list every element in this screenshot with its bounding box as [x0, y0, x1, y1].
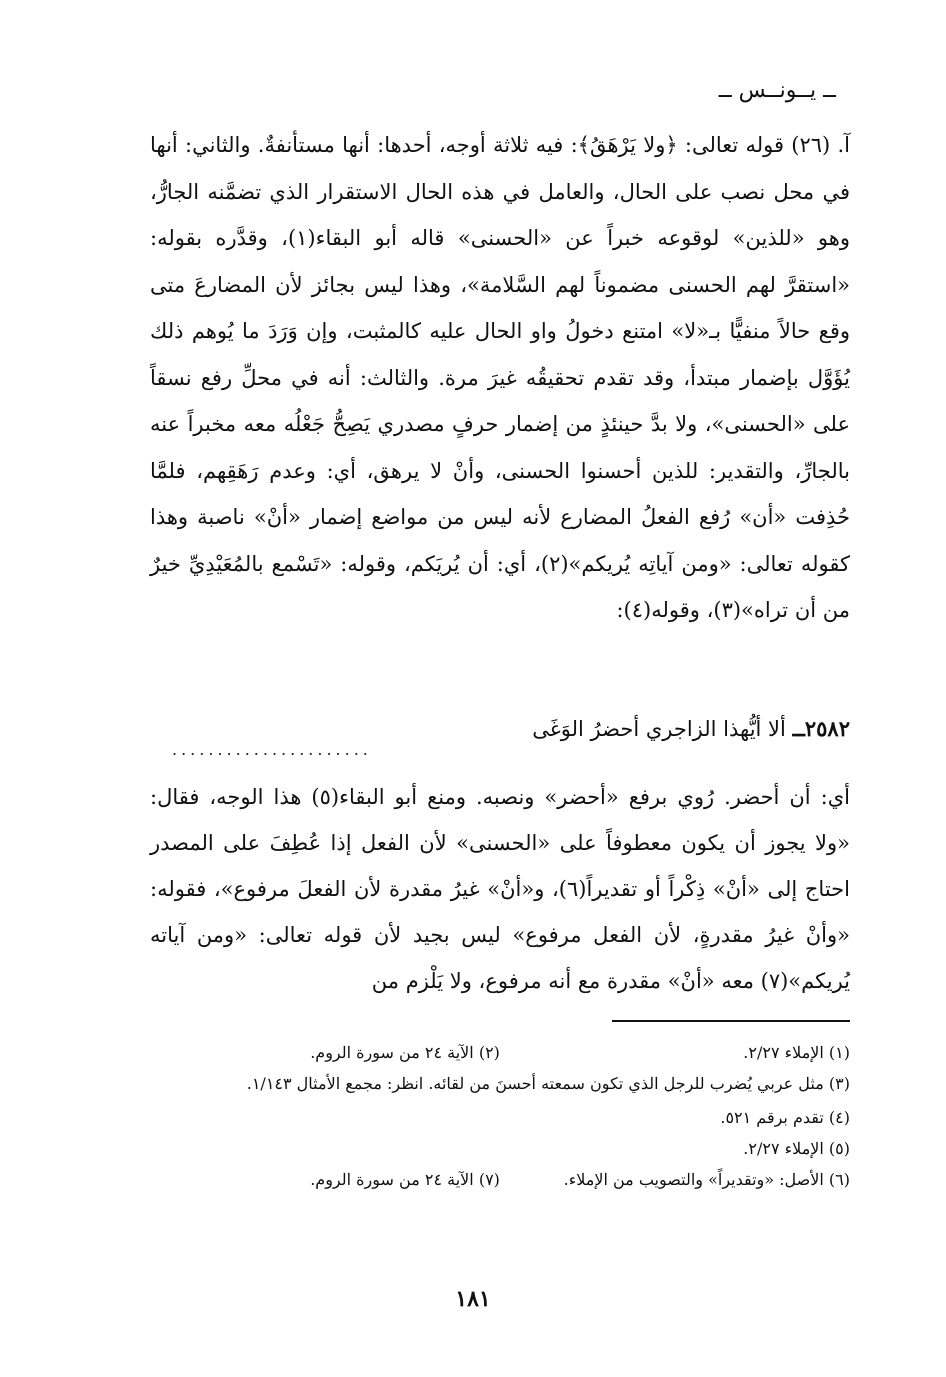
footnote-row-1-2 [150, 1037, 850, 1068]
footnote-divider [612, 1020, 850, 1022]
second-paragraph [150, 774, 850, 1004]
poetry-verse [150, 710, 850, 770]
footnote-3 [150, 1068, 850, 1102]
running-title: ــ يــونــس ــ [718, 78, 836, 103]
footnote-4 [150, 1102, 850, 1133]
footnote-2: (٢) الآية ٢٤ من سورة الروم. [310, 1043, 500, 1062]
footnotes [150, 1037, 850, 1195]
main-paragraph [150, 122, 850, 634]
verse-second-hemistich-dots: ...................... [172, 740, 372, 759]
footnote-1: (١) الإملاء ٢/٢٧. [743, 1043, 850, 1062]
footnote-5-text: (٥) الإملاء ٢/٢٧. [743, 1139, 850, 1158]
verse-number: ٢٥٨٢ــ [792, 716, 850, 741]
footnote-row-6-7 [150, 1164, 850, 1195]
footnote-3-text: (٣) مثل عربي يُضرب للرجل الذي تكون سمعته أحسنَ من لقائه. انظر: مجمع الأمثال ١/١٤٣. [246, 1074, 850, 1093]
verse-line [532, 716, 850, 741]
page-number: ١٨١ [455, 1286, 491, 1312]
footnote-5 [150, 1133, 850, 1164]
second-paragraph-text: أي: أن أحضر. رُوي برفع «أحضر» ونصبه. ومنع أبو البقاء(٥) هذا الوجه، فقال: «ولا يجوز أن يكون معطوفاً على «الحسنى» لأن الفعل إذا عُطِفَ على المصدر احتاج إلى «أنْ» ذِكْراً أو تقديراً(٦)، و«أنْ» غيرُ مقدرة لأن الفعلَ مرفوع»، فقوله: «وأنْ غيرُ مقدرةٍ، لأن الفعل مرفوع» ليس بجيد لأن قوله تعالى: «ومن آياته يُريكم»(٧) معه «أنْ» مقدرة مع أنه مرفوع، ولا يَلْزم من [150, 785, 850, 993]
footnote-6: (٦) الأصل: «وتقديراً» والتصويب من الإملاء. [563, 1170, 850, 1189]
running-header [0, 78, 946, 108]
main-paragraph-text: آ. (٢٦) قوله تعالى: ﴿ولا يَرْهَقُ﴾: فيه ثلاثة أوجه، أحدها: أنها مستأنفةٌ. والثاني: أنها في محل نصب على الحال، والعامل في هذه الحال الاستقرار الذي تضمَّنه الجارُّ، وهو «للذين» لوقوعه خبراً عن «الحسنى» قاله أبو البقاء(١)، وقدَّره بقوله: «استقرَّ لهم الحسنى مضموناً لهم السَّلامة»، وهذا ليس بجائز لأن المضارعَ متى وقع حالاً منفيًّا بـ«لا» امتنع دخولُ واو الحال عليه كالمثبت، وإن وَرَدَ ما يُوهم ذلك يُؤَوَّل بإضمار مبتدأ، وقد تقدم تحقيقُه غيرَ مرة. والثالث: أنه في محلِّ رفع نسقاً على «الحسنى»، ولا بدَّ حينئذٍ من إضمار حرفٍ مصدري يَصِحُّ جَعْلُه معه مخبراً عنه بالجارِّ، والتقدير: للذين أحسنوا الحسنى، وأنْ لا يرهق، أي: وعدم رَهَقِهم، فلمَّا حُذِفت «أن» رُفع الفعلُ المضارع لأنه ليس من مواضع إضمار «أنْ» ناصبة وهذا كقوله تعالى: «ومن آياتِه يُريكم»(٢)، أي: أن يُريَكم، وقوله: «تَسْمع بالمُعَيْدِيِّ خيرٌ من أن تراه»(٣)، وقوله(٤): [150, 133, 850, 622]
footnote-4-text: (٤) تقدم برقم ٥٢١. [720, 1108, 850, 1127]
footnote-7: (٧) الآية ٢٤ من سورة الروم. [310, 1170, 500, 1189]
verse-hemistich: ألا أيُّهذا الزاجري أحضرُ الوَغَى [532, 717, 786, 741]
